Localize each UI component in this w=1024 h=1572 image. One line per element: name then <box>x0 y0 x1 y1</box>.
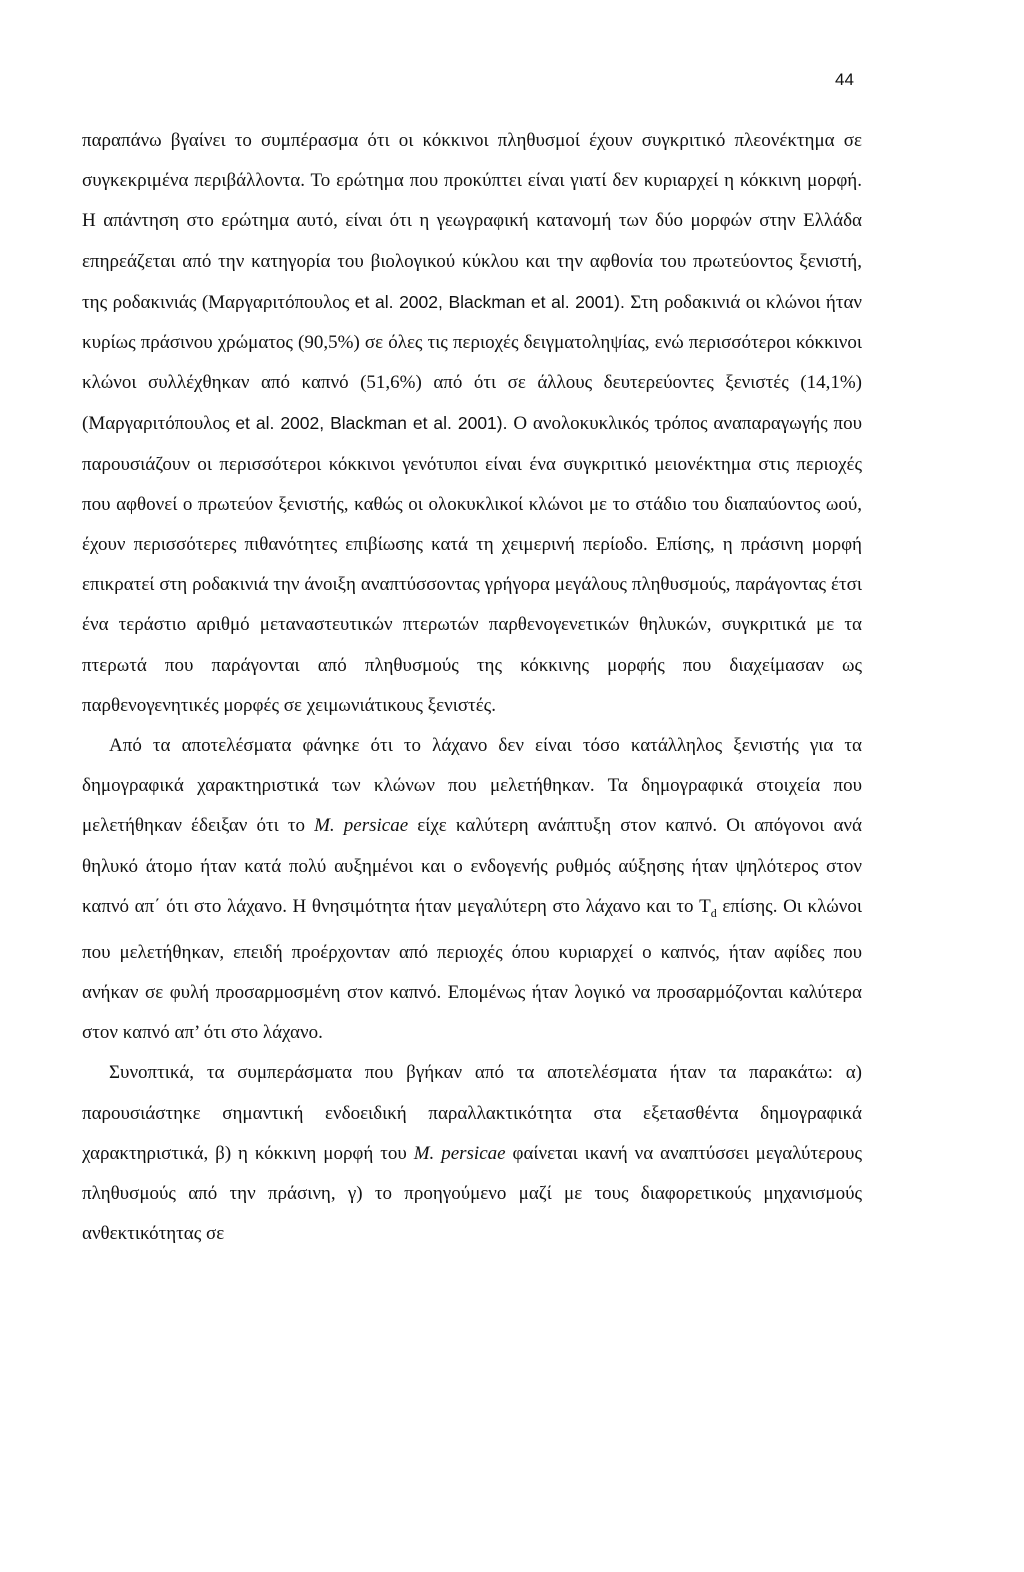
para1-text-2: Στη ροδακινιά οι κλώνοι ήταν κυρίως πράσινου χρώματος (90,5%) σε όλες τις περιοχές δειγματοληψίας, ενώ περισσότεροι κόκκινοι κλώνοι συλλέχθηκαν από καπνό (51,6%) από ότι σε άλλους δευτερεύοντες ξενιστές (14,1%) (Μαργαριτόπουλος <box>82 291 862 435</box>
paragraph-2 <box>82 726 862 1053</box>
paragraph-3 <box>82 1053 862 1254</box>
citation-1: et al. 2002, Blackman et al. 2001). <box>354 291 625 312</box>
page-number: 44 <box>835 70 854 89</box>
species-name: M. persicae <box>314 815 409 837</box>
paragraph-1 <box>82 121 862 726</box>
para2-text-3: επίσης. Οι κλώνοι που μελετήθηκαν, επειδή προέρχονταν από περιοχές όπου κυριαρχεί ο καπνός, ήταν αφίδες που ανήκαν σε φυλή προσαρμοσμένη στον καπνό. Επομένως ήταν λογικό να προσαρμόζονται καλύτερα στον καπνό απ’ ότι στο λάχανο. <box>82 895 862 1044</box>
para1-text-3: Ο ανολοκυκλικός τρόπος αναπαραγωγής που παρουσιάζουν οι περισσότεροι κόκκινοι γενότυποι είναι ένα συγκριτικό μειονέκτημα στις περιοχές που αφθονεί ο πρωτεύον ξενιστής, καθώς οι ολοκυκλικοί κλώνοι με το στάδιο του διαπαύοντος ωού, έχουν περισσότερες πιθανότητες επιβίωσης κατά τη χειμερινή περίοδο. Επίσης, η πράσινη μορφή επικρατεί στη ροδακινιά την άνοιξη αναπτύσσοντας γρήγορα μεγάλους πληθυσμούς, παράγοντας έτσι ένα τεράστιο αριθμό μεταναστευτικών πτερωτών παρθενογενετικών θηλυκών, συγκριτικά με τα πτερωτά που παράγονται από πληθυσμούς της κόκκινης μορφής που διαχείμασαν ως παρθενογενητικές μορφές σε χειμωνιάτικους ξενιστές. <box>82 413 862 716</box>
para3-text-2: φαίνεται ικανή να αναπτύσσει μεγαλύτερους πληθυσμούς από την πράσινη, γ) το προηγούμενο μαζί με τους διαφορετικούς μηχανισμούς ανθεκτικότητας σε <box>82 1142 862 1245</box>
species-name: M. persicae <box>413 1142 506 1164</box>
para3-text-1: Συνοπτικά, τα συμπεράσματα που βγήκαν από τα αποτελέσματα ήταν τα παρακάτω: α) παρουσιάστηκε σημαντική ενδοειδική παραλλακτικότητα στα εξετασθέντα δημογραφικά χαρακτηριστικά, β) η κόκκινη μορφή του <box>82 1062 862 1164</box>
subscript-d: d <box>710 905 717 920</box>
para1-text-1: παραπάνω βγαίνει το συμπέρασμα ότι οι κόκκινοι πληθυσμοί έχουν συγκριτικό πλεονέκτημα σε συγκεκριμένα περιβάλλοντα. Το ερώτημα που προκύπτει είναι γιατί δεν κυριαρχεί η κόκκινη μορφή. Η απάντηση στο ερώτημα αυτό, είναι ότι η γεωγραφική κατανομή των δύο μορφών στην Ελλάδα επηρεάζεται από την κατηγορία του βιολογικού κύκλου και την αφθονία του πρωτεύοντος ξενιστή, της ροδακινιάς (Μαργαριτόπουλος <box>82 130 862 313</box>
para2-text-2: είχε καλύτερη ανάπτυξη στον καπνό. Οι απόγονοι ανά θηλυκό άτομο ήταν κατά πολύ αυξημένοι και ο ενδογενής ρυθμός αύξησης ήταν ψηλότερος στον καπνό απ΄ ότι στο λάχανο. Η θνησιμότητα ήταν μεγαλύτερη στο λάχανο και το T <box>82 815 862 917</box>
document-body <box>82 121 862 1254</box>
para2-text-1: Από τα αποτελέσματα φάνηκε ότι το λάχανο δεν είναι τόσο κατάλληλος ξενιστής για τα δημογραφικά χαρακτηριστικά των κλώνων που μελετήθηκαν. Τα δημογραφικά στοιχεία που μελετήθηκαν έδειξαν ότι το <box>82 735 862 837</box>
citation-2: et al. 2002, Blackman et al. 2001). <box>235 413 508 434</box>
